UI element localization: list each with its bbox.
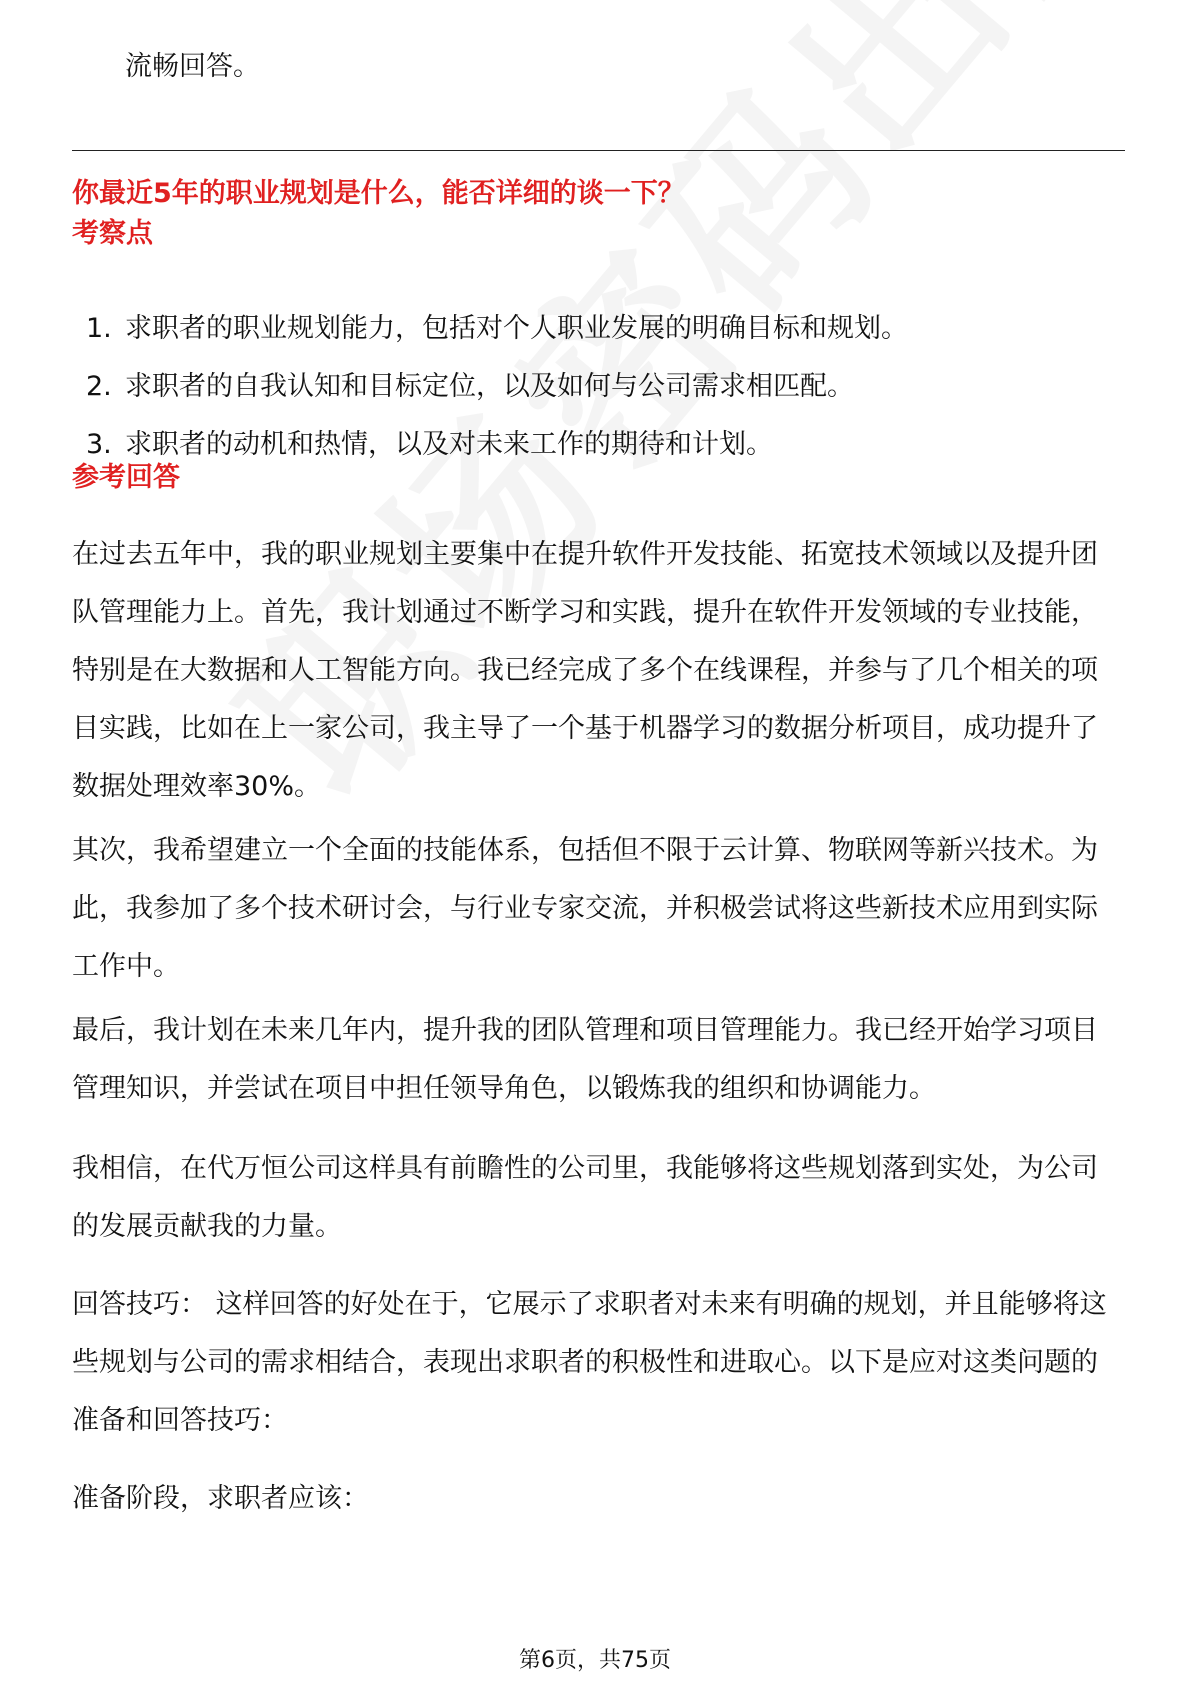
list-text: 求职者的自我认知和目标定位，以及如何与公司需求相匹配。 — [125, 371, 854, 402]
tips-paragraph: 回答技巧： 这样回答的好处在于，它展示了求职者对未来有明确的规划，并且能够将这些规划与公司的需求相结合，表现出求职者的积极性和进取心。以下是应对这类问题的准备和回答技巧： — [72, 1289, 1107, 1436]
list-number: 1. — [86, 313, 112, 344]
answer-heading: 参考回答 — [72, 462, 180, 493]
list-text: 求职者的动机和热情，以及对未来工作的期待和计划。 — [125, 429, 773, 460]
list-number: 3. — [86, 429, 112, 460]
list-item — [72, 358, 908, 416]
list-number: 2. — [86, 371, 112, 402]
question-heading: 你最近5年的职业规划是什么，能否详细的谈一下？ — [72, 178, 685, 209]
answer-paragraph: 其次，我希望建立一个全面的技能体系，包括但不限于云计算、物联网等新兴技术。为此，我参加了多个技术研讨会，与行业专家交流，并积极尝试将这些新技术应用到实际工作中。 — [72, 835, 1098, 982]
prep-paragraph: 准备阶段，求职者应该： — [72, 1483, 369, 1514]
points-list — [72, 300, 908, 474]
list-text: 求职者的职业规划能力，包括对个人职业发展的明确目标和规划。 — [125, 313, 908, 344]
answer-paragraph: 在过去五年中，我的职业规划主要集中在提升软件开发技能、拓宽技术领域以及提升团队管理能力上。首先，我计划通过不断学习和实践，提升在软件开发领域的专业技能，特别是在大数据和人工智能方向。我已经完成了多个在线课程，并参与了几个相关的项目实践，比如在上一家公司，我主导了一个基于机器学习的数据分析项目，成功提升了数据处理效率30%。 — [72, 539, 1098, 802]
continued-text: 流畅回答。 — [125, 51, 260, 82]
page-number: 第6页，共75页 — [519, 1648, 671, 1673]
answer-paragraph: 最后，我计划在未来几年内，提升我的团队管理和项目管理能力。我已经开始学习项目管理知识，并尝试在项目中担任领导角色，以锻炼我的组织和协调能力。 — [72, 1015, 1098, 1104]
section-divider — [72, 150, 1125, 151]
list-item — [72, 300, 908, 358]
points-heading: 考察点 — [72, 218, 153, 249]
list-item — [72, 416, 908, 474]
answer-paragraph: 我相信，在代万恒公司这样具有前瞻性的公司里，我能够将这些规划落到实处，为公司的发展贡献我的力量。 — [72, 1153, 1098, 1242]
